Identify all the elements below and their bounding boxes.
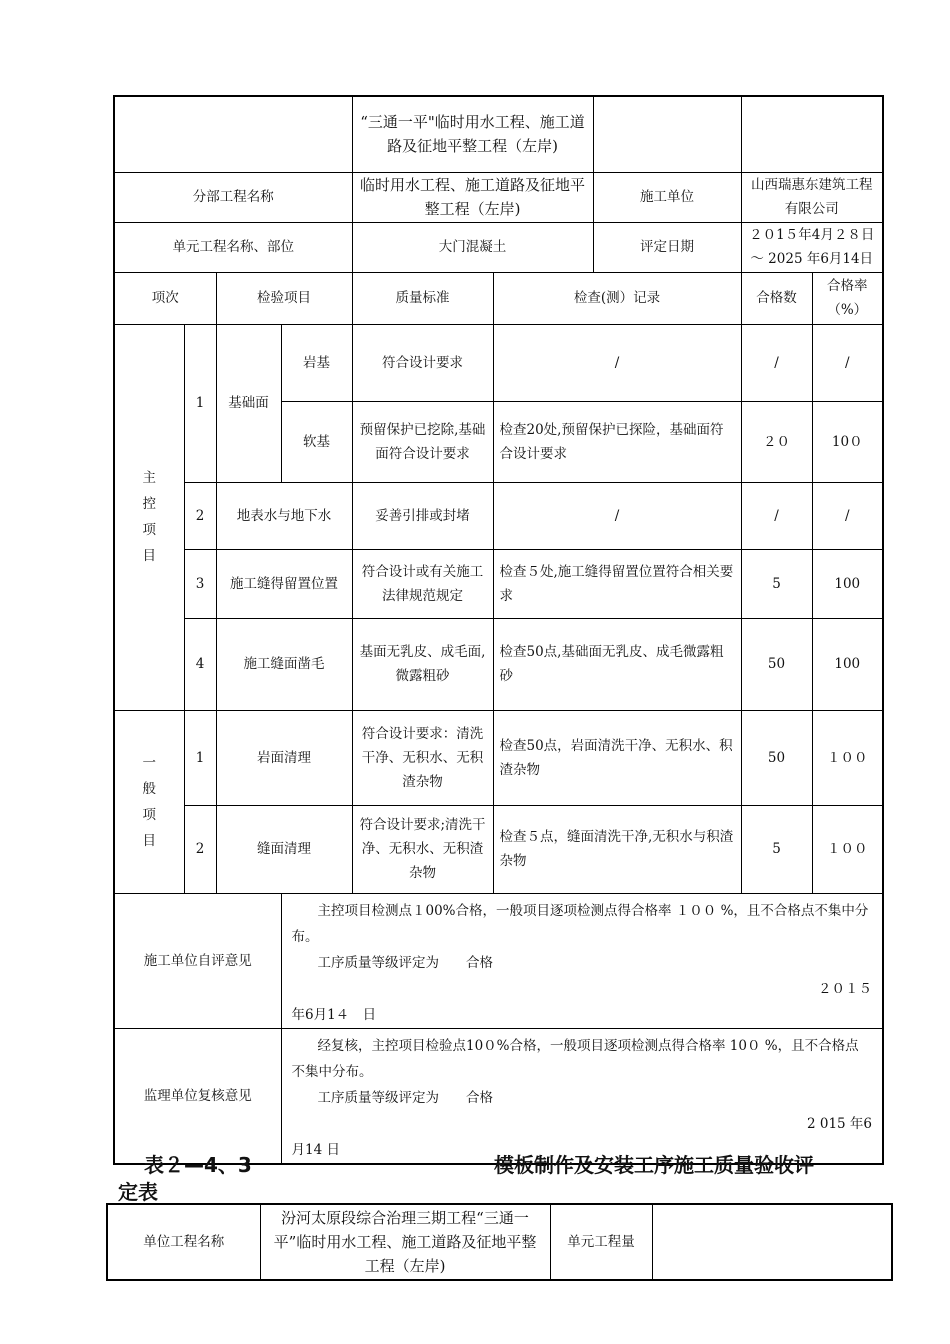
rate-cell: / [812, 482, 883, 549]
row-number: 3 [184, 549, 216, 618]
contractor-label: 施工单位 [593, 172, 741, 222]
rate-cell: / [812, 324, 883, 401]
supervisor-line2: 工序质量等级评定为 合格 [317, 1089, 493, 1106]
supervisor-date-a: 2 015 年6 [806, 1115, 872, 1132]
subdivision-value: 临时用水工程、施工道路及征地平整工程（左岸) [352, 172, 593, 222]
record-cell: 检查50点，岩面清洗干净、无积水、积渣杂物 [493, 710, 741, 805]
item-name: 施工缝面凿毛 [216, 618, 352, 710]
standard-cell: 妥善引排或封堵 [352, 482, 493, 549]
self-eval-date-b: 年6月1４ 日 [291, 1006, 377, 1023]
general-text: 一般项目 [142, 754, 156, 849]
row-number: 1 [184, 324, 216, 482]
blank-cell [741, 96, 883, 172]
unit-label: 单元工程名称、部位 [114, 222, 352, 272]
count-cell: 50 [741, 618, 812, 710]
supervisor-row [114, 1028, 883, 1164]
supervisor-line1: 经复核，主控项目检验点10０%合格，一般项目逐项检测点得合格率 10０ %，且不合格点不集中分布。 [291, 1037, 859, 1080]
table-row [114, 618, 883, 710]
main-control-label [114, 324, 184, 710]
unit-project-label: 单位工程名称 [107, 1204, 260, 1280]
project-name-row [114, 96, 883, 172]
general-label [114, 710, 184, 893]
record-cell: / [493, 482, 741, 549]
count-cell: / [741, 482, 812, 549]
sub-item: 软基 [281, 401, 352, 482]
count-cell: 5 [741, 805, 812, 893]
unit-project-value: 汾河太原段综合治理三期工程“三通一平”临时用水工程、施工道路及征地平整工程（左岸) [260, 1204, 550, 1280]
table-row [114, 324, 883, 401]
supervisor-date-b: 月14 日 [291, 1141, 340, 1158]
rate-cell: 100 [812, 549, 883, 618]
contractor-value: 山西瑞惠东建筑工程有限公司 [741, 172, 883, 222]
standard-cell: 符合设计要求：清洗干净、无积水、无积渣杂物 [352, 710, 493, 805]
rate-cell: 100 [812, 618, 883, 710]
header-item-no: 项次 [114, 272, 216, 324]
table-row [114, 805, 883, 893]
standard-cell: 基面无乳皮、成毛面,微露粗砂 [352, 618, 493, 710]
table-row [114, 710, 883, 805]
self-eval-content [281, 893, 883, 1028]
header-record: 检查(测）记录 [493, 272, 741, 324]
supervisor-label: 监理单位复核意见 [114, 1028, 281, 1164]
item-name: 缝面清理 [216, 805, 352, 893]
table-title: 模板制作及安装工序施工质量验收评 [494, 1153, 814, 1177]
record-cell: 检查50点,基础面无乳皮、成毛微露粗砂 [493, 618, 741, 710]
count-cell: / [741, 324, 812, 401]
header-row [114, 272, 883, 324]
header-pass-rate: 合格率（%） [812, 272, 883, 324]
subdivision-row [114, 172, 883, 222]
table-title-continued: 定表 [118, 1180, 158, 1204]
header-inspection-item: 检验项目 [216, 272, 352, 324]
sub-item: 岩基 [281, 324, 352, 401]
unit-quantity-value [652, 1204, 892, 1280]
table-row [114, 549, 883, 618]
self-eval-date-a: ２０１５ [818, 980, 872, 997]
main-control-text: 主控项目 [142, 470, 156, 564]
record-cell: 检查５点，缝面清洗干净,无积水与积渣杂物 [493, 805, 741, 893]
unit-quantity-label: 单元工程量 [550, 1204, 652, 1280]
date-label: 评定日期 [593, 222, 741, 272]
row-number: 2 [184, 805, 216, 893]
table-number: 表２—4、3 [144, 1153, 252, 1177]
date-value: ２０1５年4月２８日～ 2025 年6月14日 [741, 222, 883, 272]
count-cell: ２０ [741, 401, 812, 482]
self-eval-label: 施工单位自评意见 [114, 893, 281, 1028]
item-name: 地表水与地下水 [216, 482, 352, 549]
item-name: 施工缝得留置位置 [216, 549, 352, 618]
unit-project-row [107, 1204, 892, 1280]
project-name-value: “三通一平"临时用水工程、施工道路及征地平整工程（左岸) [352, 96, 593, 172]
rate-cell: １００ [812, 805, 883, 893]
standard-cell: 符合设计要求;清洗干净、无积水、无积渣杂物 [352, 805, 493, 893]
blank-cell [593, 96, 741, 172]
project-label-cell [114, 96, 352, 172]
quality-evaluation-table [113, 95, 884, 1165]
record-cell: 检查５处,施工缝得留置位置符合相关要求 [493, 549, 741, 618]
row-number: 1 [184, 710, 216, 805]
count-cell: 5 [741, 549, 812, 618]
self-eval-line1: 主控项目检测点１00%合格，一般项目逐项检测点得合格率 １００ %，且不合格点不集中分布。 [291, 902, 869, 945]
item-name: 岩面清理 [216, 710, 352, 805]
standard-cell: 预留保护已挖除,基础面符合设计要求 [352, 401, 493, 482]
standard-cell: 符合设计或有关施工法律规范规定 [352, 549, 493, 618]
standard-cell: 符合设计要求 [352, 324, 493, 401]
record-cell: / [493, 324, 741, 401]
self-eval-line2: 工序质量等级评定为 合格 [317, 954, 493, 971]
item-name: 基础面 [216, 324, 281, 482]
record-cell: 检查20处,预留保护已探险，基础面符合设计要求 [493, 401, 741, 482]
row-number: 4 [184, 618, 216, 710]
unit-row [114, 222, 883, 272]
count-cell: 50 [741, 710, 812, 805]
supervisor-content [281, 1028, 883, 1164]
header-standard: 质量标准 [352, 272, 493, 324]
header-qualified-count: 合格数 [741, 272, 812, 324]
subdivision-label: 分部工程名称 [114, 172, 352, 222]
self-eval-row [114, 893, 883, 1028]
unit-value: 大门混凝土 [352, 222, 593, 272]
row-number: 2 [184, 482, 216, 549]
rate-cell: 10０ [812, 401, 883, 482]
formwork-evaluation-table [106, 1203, 893, 1281]
table-row [114, 482, 883, 549]
rate-cell: １００ [812, 710, 883, 805]
